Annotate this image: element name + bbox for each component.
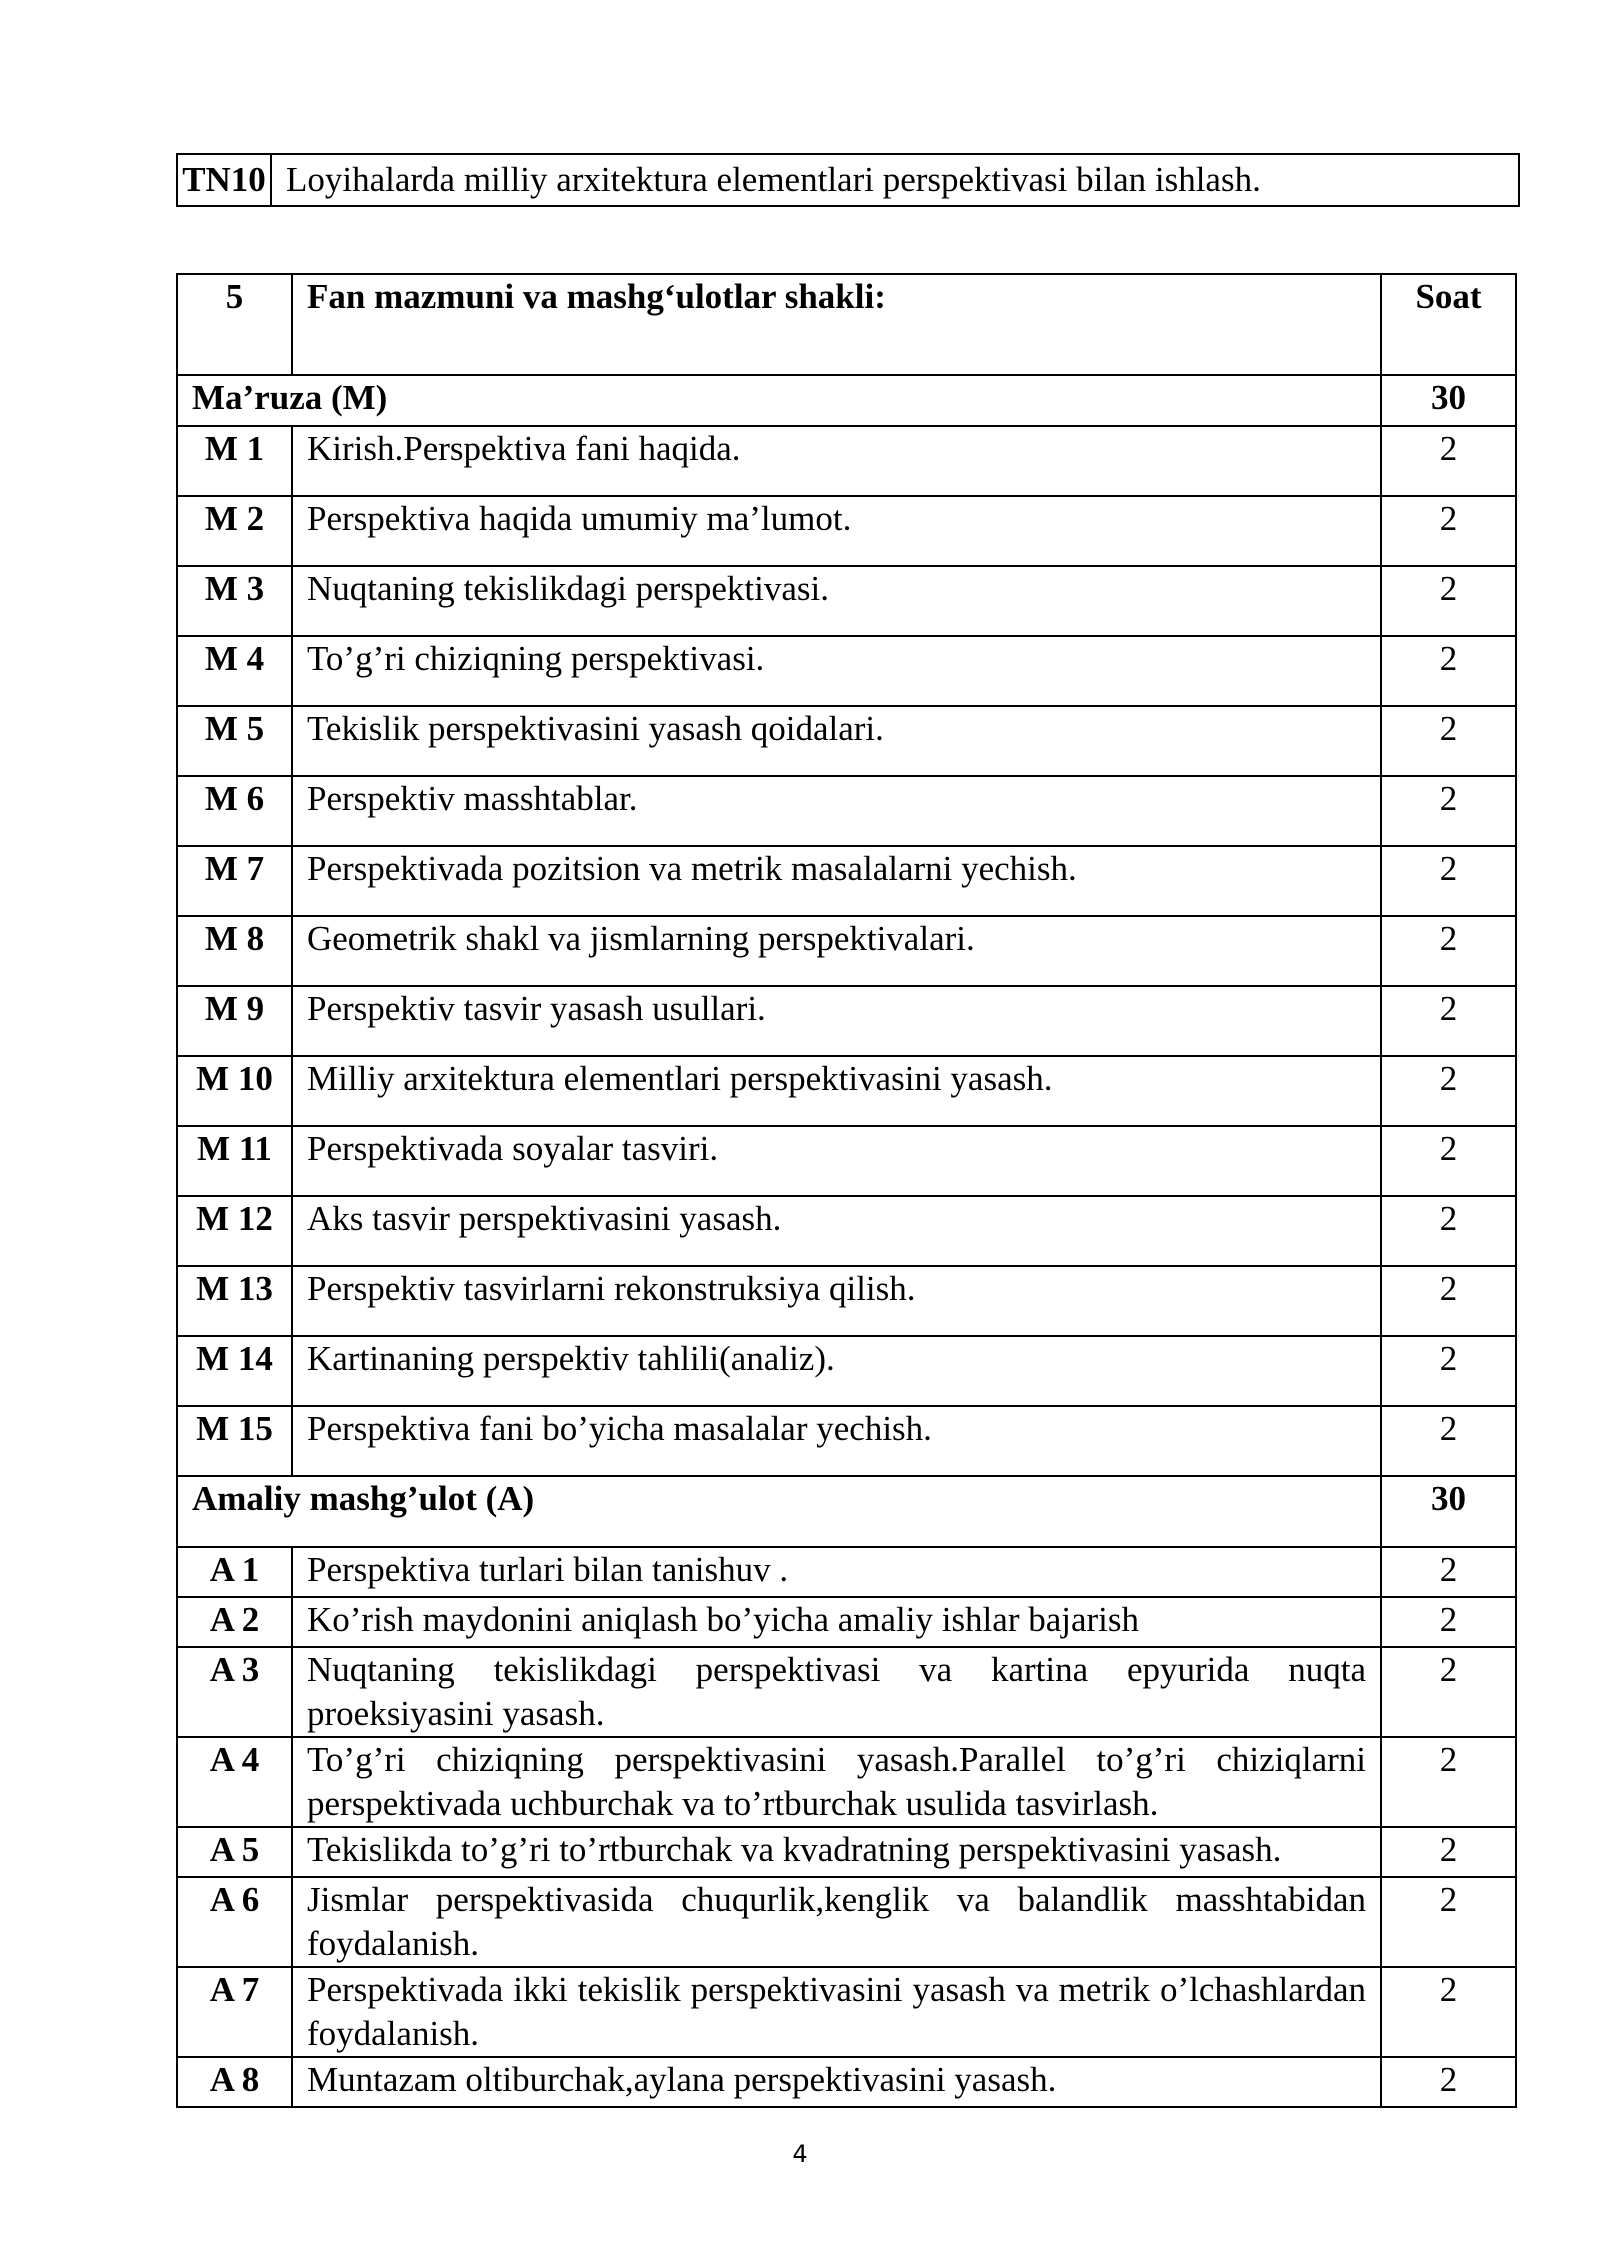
row-topic: Tekislik perspektivasini yasash qoidalari. xyxy=(292,706,1381,776)
row-code: M 7 xyxy=(177,846,292,916)
row-hours: 2 xyxy=(1381,1266,1516,1336)
row-code: M 15 xyxy=(177,1406,292,1476)
row-topic: Perspektivada pozitsion va metrik masalalarni yechish. xyxy=(292,846,1381,916)
row-hours: 2 xyxy=(1381,706,1516,776)
lecture-row xyxy=(177,426,1516,496)
row-code: A 4 xyxy=(177,1737,292,1827)
lecture-section-title: Ma’ruza (M) xyxy=(177,375,1381,426)
row-topic: Perspektivada soyalar tasviri. xyxy=(292,1126,1381,1196)
row-code: M 8 xyxy=(177,916,292,986)
row-topic: Kirish.Perspektiva fani haqida. xyxy=(292,426,1381,496)
row-hours: 2 xyxy=(1381,1967,1516,2057)
practical-row xyxy=(177,1597,1516,1647)
lecture-row xyxy=(177,566,1516,636)
row-code: M 5 xyxy=(177,706,292,776)
practical-row xyxy=(177,1547,1516,1597)
row-code: M 14 xyxy=(177,1336,292,1406)
page-number: 4 xyxy=(792,2140,808,2168)
row-topic: Perspektiva turlari bilan tanishuv . xyxy=(292,1547,1381,1597)
practical-row xyxy=(177,1967,1516,2057)
row-topic: Muntazam oltiburchak,aylana perspektivasini yasash. xyxy=(292,2057,1381,2107)
practical-row xyxy=(177,1877,1516,1967)
row-code: M 10 xyxy=(177,1056,292,1126)
row-hours: 2 xyxy=(1381,496,1516,566)
row-topic: Nuqtaning tekislikdagi perspektivasi. xyxy=(292,566,1381,636)
row-hours: 2 xyxy=(1381,1597,1516,1647)
row-code: A 7 xyxy=(177,1967,292,2057)
tn-row xyxy=(177,154,1519,206)
row-hours: 2 xyxy=(1381,426,1516,496)
row-topic: Aks tasvir perspektivasini yasash. xyxy=(292,1196,1381,1266)
lecture-row xyxy=(177,636,1516,706)
row-topic: To’g’ri chiziqning perspektivasi. xyxy=(292,636,1381,706)
lecture-row xyxy=(177,1406,1516,1476)
header-number: 5 xyxy=(177,274,292,375)
row-topic: Milliy arxitektura elementlari perspektivasini yasash. xyxy=(292,1056,1381,1126)
row-code: A 1 xyxy=(177,1547,292,1597)
row-topic: Tekislikda to’g’ri to’rtburchak va kvadratning perspektivasini yasash. xyxy=(292,1827,1381,1877)
row-code: M 9 xyxy=(177,986,292,1056)
row-code: A 6 xyxy=(177,1877,292,1967)
row-code: M 13 xyxy=(177,1266,292,1336)
lecture-row xyxy=(177,776,1516,846)
row-topic: Ko’rish maydonini aniqlash bo’yicha amaliy ishlar bajarish xyxy=(292,1597,1381,1647)
row-topic: Perspektiva fani bo’yicha masalalar yechish. xyxy=(292,1406,1381,1476)
row-hours: 2 xyxy=(1381,2057,1516,2107)
practical-section-total: 30 xyxy=(1381,1476,1516,1547)
row-hours: 2 xyxy=(1381,1406,1516,1476)
practical-row xyxy=(177,1647,1516,1737)
row-hours: 2 xyxy=(1381,1647,1516,1737)
lecture-row xyxy=(177,706,1516,776)
row-code: A 8 xyxy=(177,2057,292,2107)
row-topic: Perspektivada ikki tekislik perspektivasini yasash va metrik o’lchashlardan foydalanish. xyxy=(292,1967,1381,2057)
row-hours: 2 xyxy=(1381,1827,1516,1877)
row-topic: Nuqtaning tekislikdagi perspektivasi va kartina epyurida nuqta proeksiyasini yasash. xyxy=(292,1647,1381,1737)
lecture-row xyxy=(177,916,1516,986)
tn-text: Loyihalarda milliy arxitektura elementlari perspektivasi bilan ishlash. xyxy=(271,154,1519,206)
practical-section-title: Amaliy mashg’ulot (A) xyxy=(177,1476,1381,1547)
row-topic: Jismlar perspektivasida chuqurlik,kenglik va balandlik masshtabidan foydalanish. xyxy=(292,1877,1381,1967)
practical-row xyxy=(177,1827,1516,1877)
lecture-rows xyxy=(177,426,1516,1476)
row-hours: 2 xyxy=(1381,846,1516,916)
row-code: A 3 xyxy=(177,1647,292,1737)
row-hours: 2 xyxy=(1381,1877,1516,1967)
lecture-row xyxy=(177,1126,1516,1196)
row-hours: 2 xyxy=(1381,1126,1516,1196)
row-hours: 2 xyxy=(1381,1547,1516,1597)
row-topic: Kartinaning perspektiv tahlili(analiz). xyxy=(292,1336,1381,1406)
row-topic: Perspektiv masshtablar. xyxy=(292,776,1381,846)
lecture-row xyxy=(177,496,1516,566)
row-topic: Perspektiv tasvirlarni rekonstruksiya qilish. xyxy=(292,1266,1381,1336)
tn-code: TN10 xyxy=(177,154,271,206)
header-hours: Soat xyxy=(1381,274,1516,375)
table-header-row xyxy=(177,274,1516,375)
row-code: M 1 xyxy=(177,426,292,496)
lecture-row xyxy=(177,1266,1516,1336)
row-code: M 2 xyxy=(177,496,292,566)
row-hours: 2 xyxy=(1381,636,1516,706)
row-code: M 11 xyxy=(177,1126,292,1196)
row-hours: 2 xyxy=(1381,776,1516,846)
row-topic: Geometrik shakl va jismlarning perspektivalari. xyxy=(292,916,1381,986)
row-topic: Perspektiva haqida umumiy ma’lumot. xyxy=(292,496,1381,566)
lecture-section-row xyxy=(177,375,1516,426)
row-code: M 12 xyxy=(177,1196,292,1266)
row-code: M 6 xyxy=(177,776,292,846)
row-hours: 2 xyxy=(1381,1056,1516,1126)
row-hours: 2 xyxy=(1381,1336,1516,1406)
row-code: M 3 xyxy=(177,566,292,636)
tn-table xyxy=(176,153,1520,207)
row-code: A 5 xyxy=(177,1827,292,1877)
row-hours: 2 xyxy=(1381,916,1516,986)
row-hours: 2 xyxy=(1381,1196,1516,1266)
row-code: A 2 xyxy=(177,1597,292,1647)
row-topic: Perspektiv tasvir yasash usullari. xyxy=(292,986,1381,1056)
syllabus-table xyxy=(176,273,1517,2108)
lecture-row xyxy=(177,1056,1516,1126)
row-hours: 2 xyxy=(1381,986,1516,1056)
row-hours: 2 xyxy=(1381,1737,1516,1827)
practical-row xyxy=(177,2057,1516,2107)
lecture-section-total: 30 xyxy=(1381,375,1516,426)
practical-section-row xyxy=(177,1476,1516,1547)
row-topic: To’g’ri chiziqning perspektivasini yasash.Parallel to’g’ri chiziqlarni perspektivada uchburchak va to’rtburchak usulida tasvirlash. xyxy=(292,1737,1381,1827)
row-hours: 2 xyxy=(1381,566,1516,636)
lecture-row xyxy=(177,986,1516,1056)
header-title: Fan mazmuni va mashg‘ulotlar shakli: xyxy=(292,274,1381,375)
lecture-row xyxy=(177,1336,1516,1406)
row-code: M 4 xyxy=(177,636,292,706)
practical-row xyxy=(177,1737,1516,1827)
practical-rows xyxy=(177,1547,1516,2107)
lecture-row xyxy=(177,846,1516,916)
lecture-row xyxy=(177,1196,1516,1266)
